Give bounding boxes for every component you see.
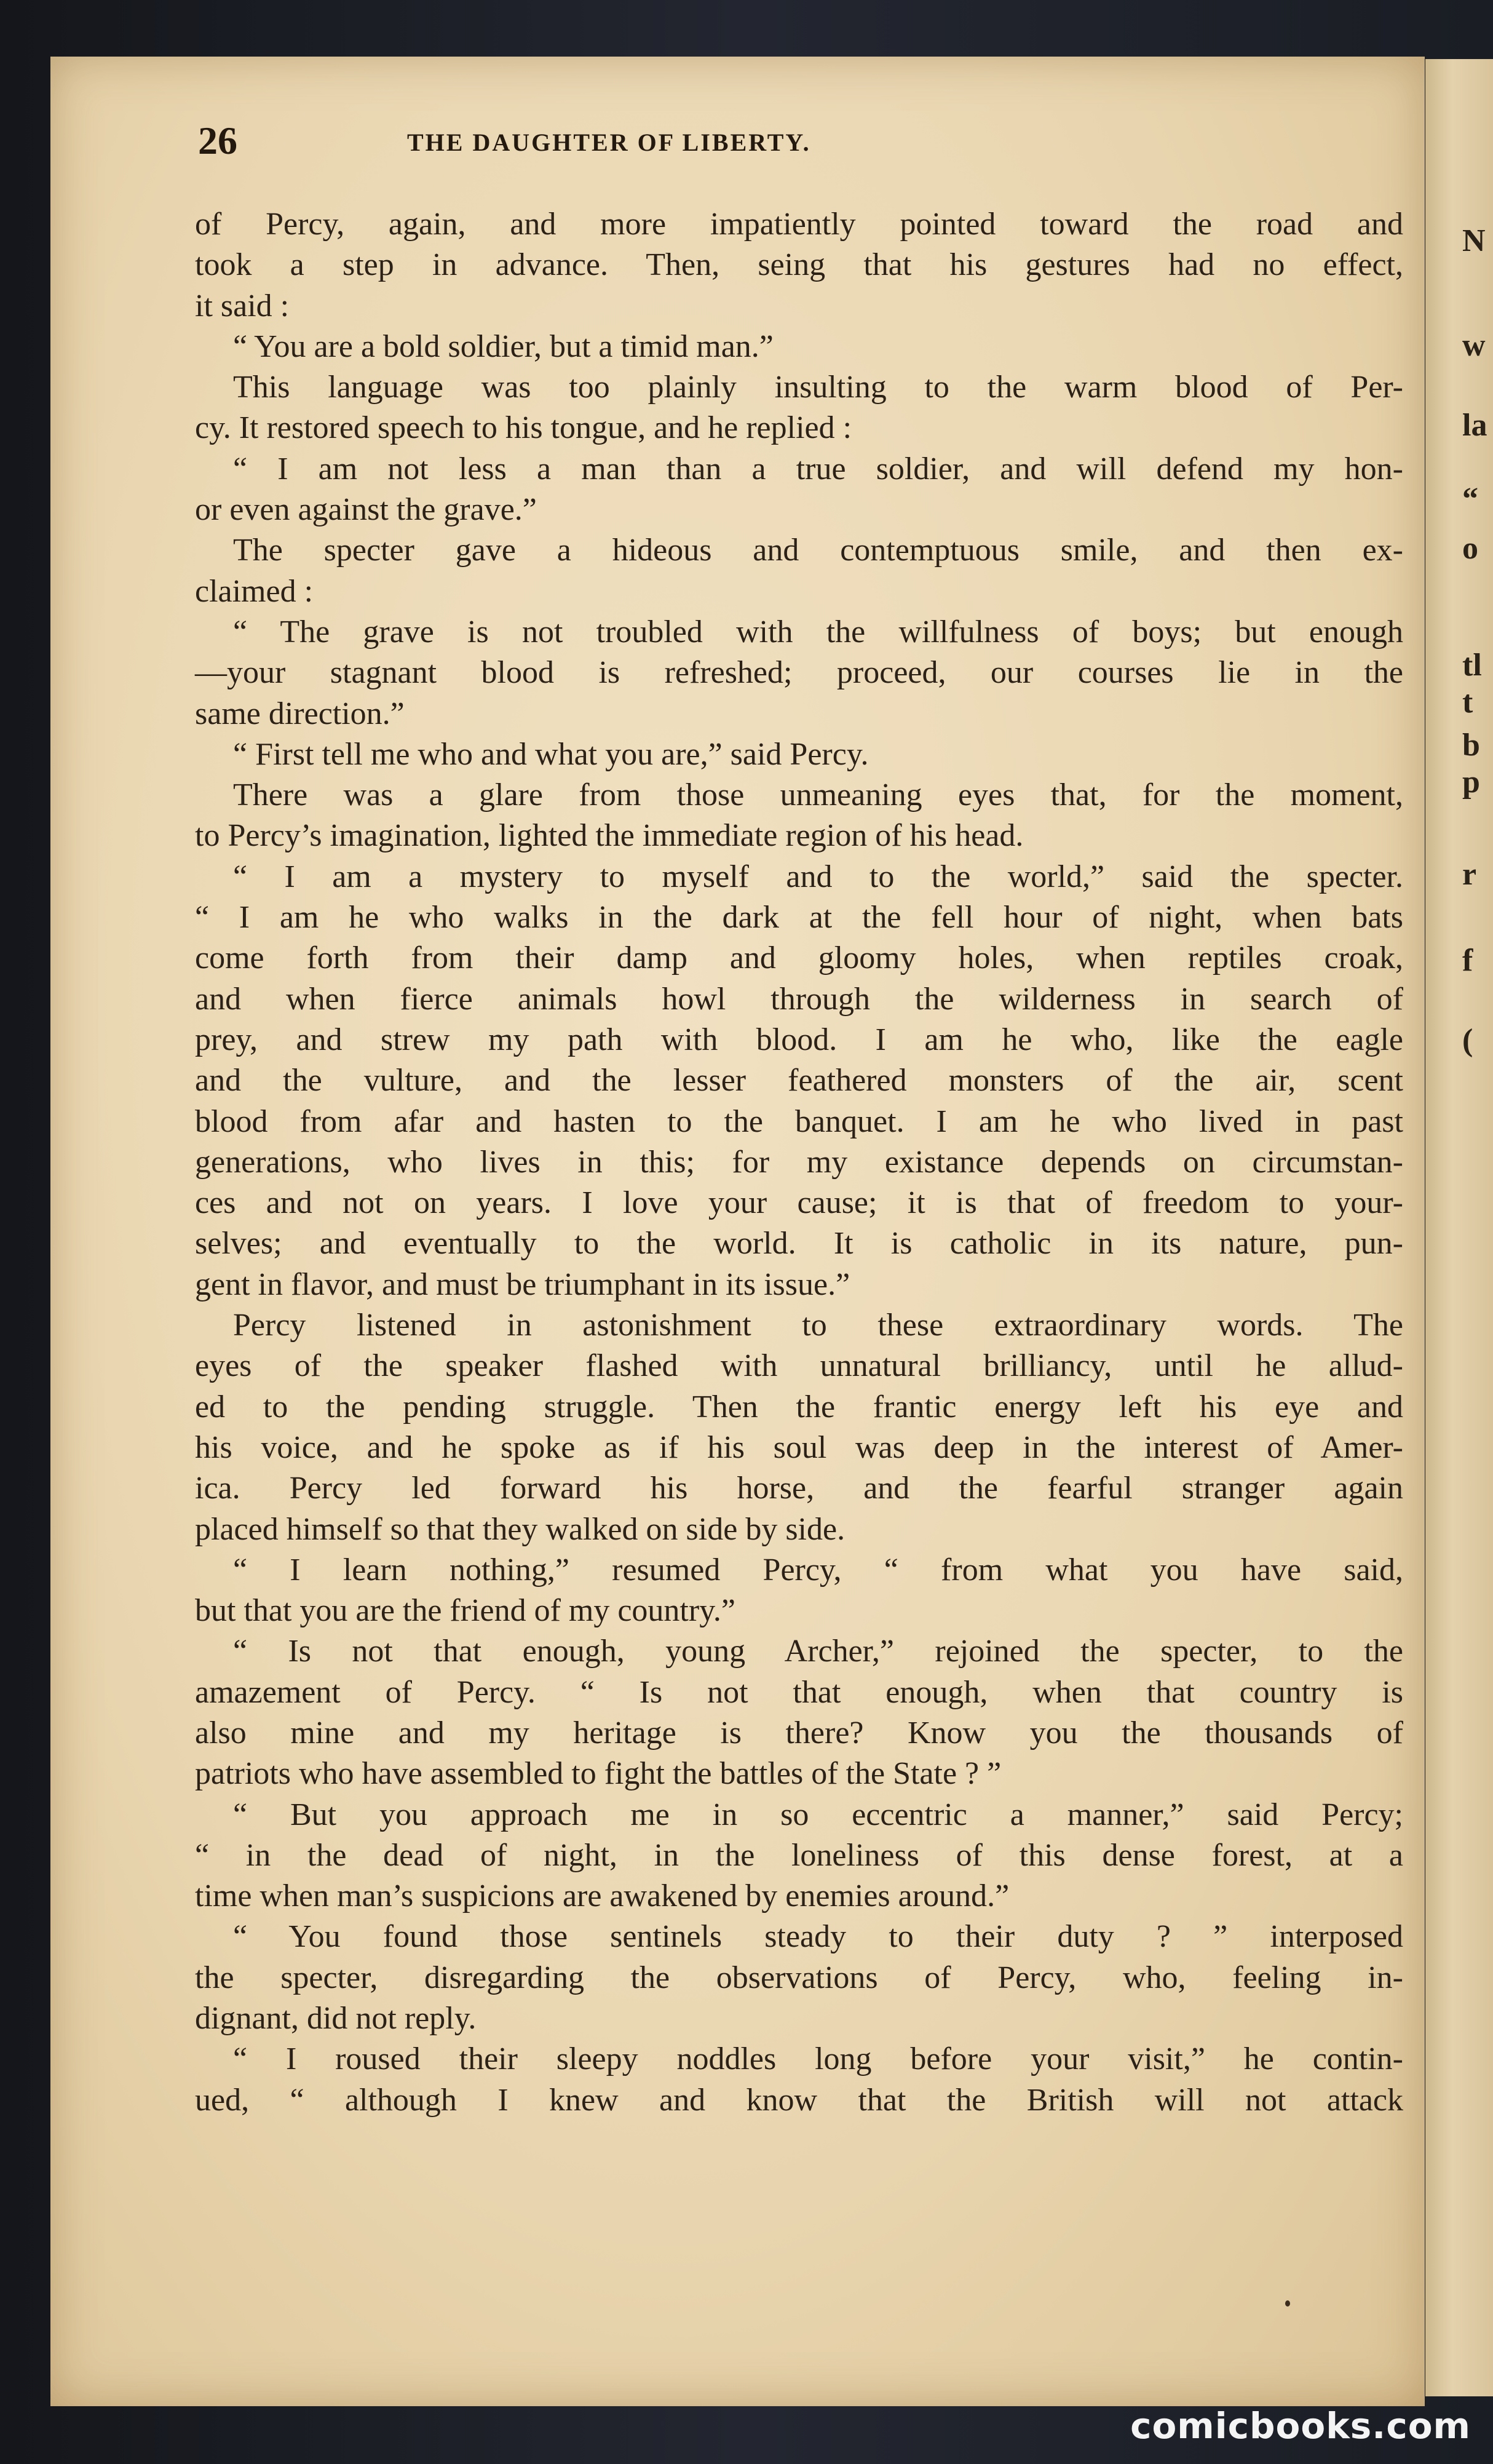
text-line: eyes of the speaker flashed with unnatural brilliancy, until he allud- — [195, 1348, 1403, 1384]
text-line: to Percy’s imagination, lighted the immediate region of his head. — [195, 818, 1024, 854]
text-line: but that you are the friend of my country.” — [195, 1593, 735, 1629]
text-line: it said : — [195, 288, 290, 324]
text-line: took a step in advance. Then, seing that his gestures had no effect, — [195, 247, 1403, 283]
text-line: or even against the grave.” — [195, 492, 537, 528]
ink-speck — [1285, 2300, 1290, 2307]
text-line: ued, “ although I knew and know that the British will not attack — [195, 2082, 1403, 2118]
text-line: Percy listened in astonishment to these extraordinary words. The — [233, 1308, 1403, 1343]
text-line: “ I learn nothing,” resumed Percy, “ from what you have said, — [233, 1552, 1403, 1588]
adjacent-page-fragment: o — [1462, 531, 1478, 566]
text-line: patriots who have assembled to fight the battles of the State ? ” — [195, 1756, 1002, 1792]
text-line: This language was too plainly insulting to the warm blood of Per- — [233, 370, 1403, 405]
text-line: ed to the pending struggle. Then the frantic energy left his eye and — [195, 1389, 1403, 1425]
text-line: time when man’s suspicions are awakened by enemies around.” — [195, 1878, 1010, 1914]
page-number: 26 — [198, 119, 237, 162]
text-line: and when fierce animals howl through the wilderness in search of — [195, 981, 1403, 1017]
text-line: placed himself so that they walked on side by side. — [195, 1511, 846, 1547]
text-line: prey, and strew my path with blood. I am he who, like the eagle — [195, 1022, 1403, 1057]
watermark: comicbooks.com — [1130, 2405, 1471, 2447]
text-line: generations, who lives in this; for my existance depends on circumstan- — [195, 1144, 1403, 1180]
text-line: same direction.” — [195, 696, 405, 731]
text-line: and the vulture, and the lesser feathered monsters of the air, scent — [195, 1063, 1403, 1099]
text-line: “ I roused their sleepy noddles long before your visit,” he contin- — [233, 2041, 1403, 2077]
adjacent-page-fragment: w — [1462, 328, 1486, 363]
book-page — [50, 57, 1425, 2406]
adjacent-page-fragment: tl — [1462, 648, 1482, 683]
adjacent-page-fragment: t — [1462, 685, 1473, 720]
text-line: “ The grave is not troubled with the willfulness of boys; but enough — [233, 614, 1403, 650]
text-line: his voice, and he spoke as if his soul was deep in the interest of Amer- — [195, 1429, 1403, 1465]
text-line: —your stagnant blood is refreshed; proceed, our courses lie in the — [195, 655, 1403, 691]
adjacent-page-fragment: ( — [1462, 1023, 1473, 1058]
text-line: ica. Percy led forward his horse, and the fearful stranger again — [195, 1471, 1403, 1506]
text-line: gent in flavor, and must be triumphant in its issue.” — [195, 1266, 850, 1302]
text-line: amazement of Percy. “ Is not that enough, when that country is — [195, 1674, 1403, 1710]
text-line: cy. It restored speech to his tongue, and he replied : — [195, 410, 852, 446]
text-line: “ But you approach me in so eccentric a manner,” said Percy; — [233, 1797, 1403, 1832]
adjacent-page-fragment: b — [1462, 728, 1480, 763]
adjacent-page-fragment: p — [1462, 765, 1480, 800]
text-line: “ I am he who walks in the dark at the fell hour of night, when bats — [195, 900, 1403, 936]
text-line: “ in the dead of night, in the loneliness of this dense forest, at a — [195, 1837, 1403, 1873]
text-line: There was a glare from those unmeaning eyes that, for the moment, — [233, 777, 1403, 813]
text-line: dignant, did not reply. — [195, 2001, 477, 2037]
adjacent-page-fragment: “ — [1462, 482, 1478, 517]
body-text — [195, 204, 1403, 2121]
text-line: also mine and my heritage is there? Know you the thousands of — [195, 1715, 1403, 1751]
text-line: “ I am a mystery to myself and to the world,” said the specter. — [233, 859, 1403, 894]
text-line: “ You are a bold soldier, but a timid man.” — [233, 328, 774, 364]
page-header — [198, 118, 1305, 173]
text-line: of Percy, again, and more impatiently pointed toward the road and — [195, 207, 1403, 242]
text-line: ces and not on years. I love your cause; it is that of freedom to your- — [195, 1185, 1403, 1221]
text-line: the specter, disregarding the observations of Percy, who, feeling in- — [195, 1960, 1403, 1995]
adjacent-page-fragment: r — [1462, 857, 1477, 892]
text-line: “ You found those sentinels steady to their duty ? ” interposed — [233, 1919, 1403, 1955]
adjacent-page-fragment: f — [1462, 943, 1473, 978]
text-line: “ Is not that enough, young Archer,” rejoined the specter, to the — [233, 1634, 1403, 1669]
text-line: The specter gave a hideous and contemptuous smile, and then ex- — [233, 533, 1403, 568]
text-line: “ I am not less a man than a true soldier, and will defend my hon- — [233, 451, 1403, 487]
adjacent-page-fragment: N — [1462, 223, 1486, 258]
adjacent-page-fragment: la — [1462, 408, 1487, 443]
running-title: THE DAUGHTER OF LIBERTY. — [407, 129, 811, 156]
text-line: claimed : — [195, 573, 314, 609]
text-line: “ First tell me who and what you are,” said Percy. — [233, 736, 869, 772]
text-line: blood from afar and hasten to the banquet. I am he who lived in past — [195, 1103, 1403, 1139]
text-line: selves; and eventually to the world. It is catholic in its nature, pun- — [195, 1226, 1403, 1262]
text-line: come forth from their damp and gloomy holes, when reptiles croak, — [195, 940, 1403, 976]
adjacent-page-edge — [1425, 59, 1493, 2396]
